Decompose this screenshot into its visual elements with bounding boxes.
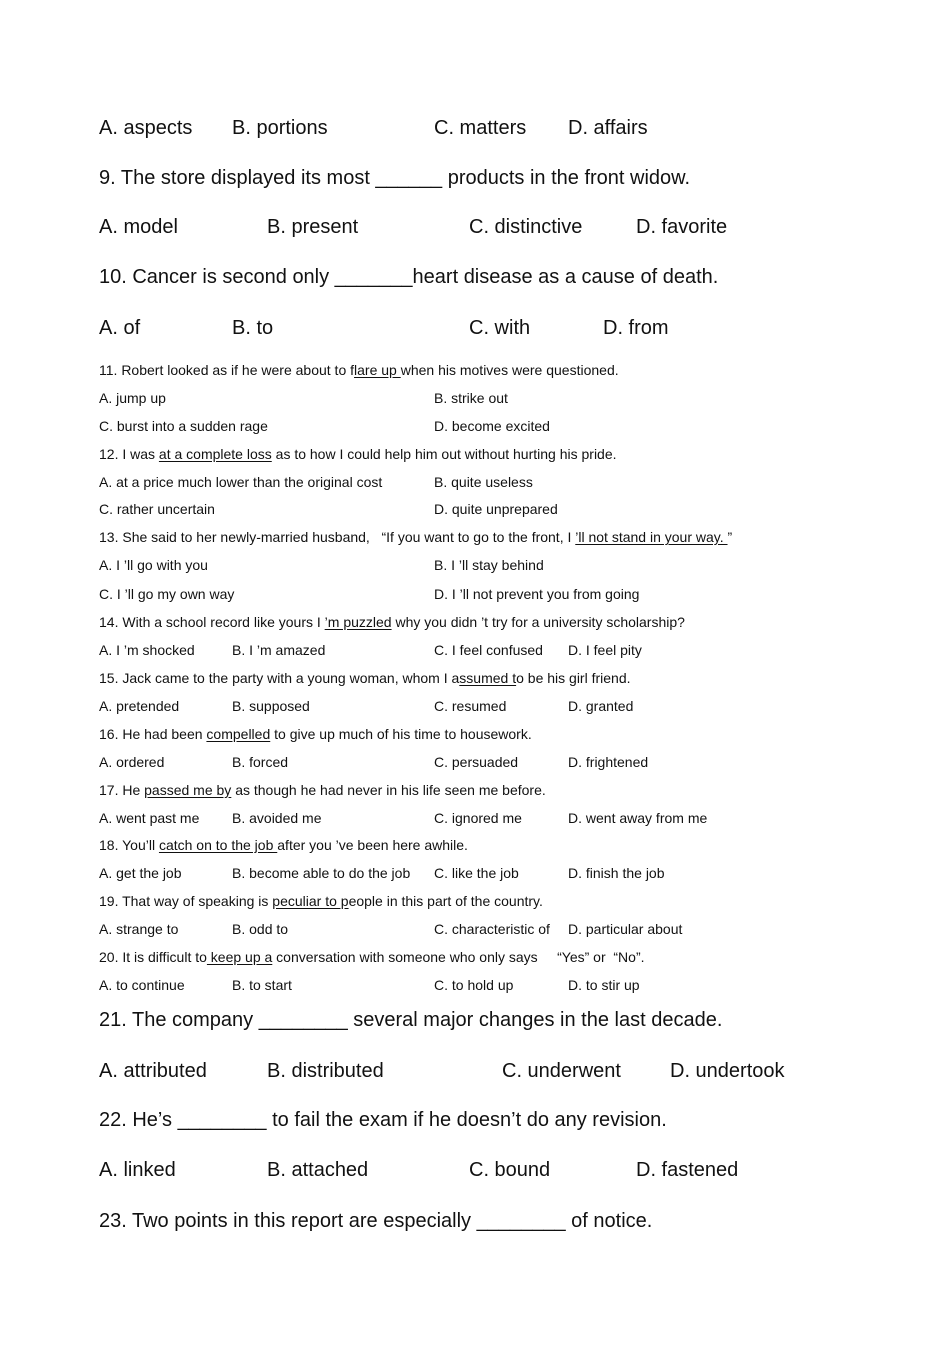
q21-option-d: D. undertook (670, 1060, 785, 1082)
q19-stem: 19. That way of speaking is peculiar to people in this part of the country. (99, 893, 543, 909)
q9-stem: 9. The store displayed its most ______ products in the front widow. (99, 167, 691, 189)
q15-option-d: D. granted (568, 698, 634, 714)
q16-option-d: D. frightened (568, 754, 649, 770)
q20-option-d: D. to stir up (568, 977, 640, 993)
q14-option-a: A. I ’m shocked (99, 642, 195, 658)
q16-option-a: A. ordered (99, 754, 165, 770)
q11-option-a: A. jump up (99, 390, 166, 406)
q10-option-a: A. of (99, 317, 141, 339)
q8-option-c: C. matters (434, 117, 527, 139)
q19-option-d: D. particular about (568, 921, 683, 937)
q19-option-a: A. strange to (99, 921, 179, 937)
q12-option-a: A. at a price much lower than the original cost (99, 474, 383, 490)
q18-option-d: D. finish the job (568, 865, 665, 881)
q22-option-b: B. attached (267, 1159, 369, 1181)
q14-stem: 14. With a school record like yours I ’m puzzled why you didn ’t try for a university scholarship? (99, 614, 685, 630)
q12-option-c: C. rather uncertain (99, 501, 215, 517)
q21-option-b: B. distributed (267, 1060, 384, 1082)
q16-stem: 16. He had been compelled to give up much of his time to housework. (99, 726, 532, 742)
q16-option-b: B. forced (232, 754, 289, 770)
q11-option-b: B. strike out (434, 390, 508, 406)
q20-option-b: B. to start (232, 977, 292, 993)
q18-option-b: B. become able to do the job (232, 865, 411, 881)
q20-option-a: A. to continue (99, 977, 185, 993)
q11-option-c: C. burst into a sudden rage (99, 418, 268, 434)
q16-option-c: C. persuaded (434, 754, 519, 770)
q9-option-d: D. favorite (636, 216, 728, 238)
q14-option-d: D. I feel pity (568, 642, 642, 658)
q17-option-b: B. avoided me (232, 810, 322, 826)
q9-option-a: A. model (99, 216, 178, 238)
q13-option-b: B. I ’ll stay behind (434, 557, 544, 573)
q18-option-a: A. get the job (99, 865, 182, 881)
q10-option-d: D. from (603, 317, 669, 339)
q21-option-a: A. attributed (99, 1060, 207, 1082)
q17-underlined-phrase: passed me by (144, 782, 232, 798)
q12-underlined-phrase: at a complete loss (158, 446, 272, 462)
q21-stem: 21. The company ________ several major changes in the last decade. (99, 1009, 723, 1031)
q18-option-c: C. like the job (434, 865, 519, 881)
q20-stem: 20. It is difficult to keep up a conversation with someone who only says “Yes” or “No”. (99, 949, 645, 965)
q22-stem: 22. He’s ________ to fail the exam if he doesn’t do any revision. (99, 1109, 667, 1131)
q15-option-b: B. supposed (232, 698, 310, 714)
q14-underlined-phrase: ’m puzzled (324, 614, 392, 630)
q19-option-b: B. odd to (232, 921, 289, 937)
q13-option-c: C. I ’ll go my own way (99, 586, 235, 602)
q12-option-d: D. quite unprepared (434, 501, 558, 517)
q14-option-b: B. I ’m amazed (232, 642, 326, 658)
q19-option-c: C. characteristic of (434, 921, 550, 937)
q18-underlined-phrase: catch on to the job (158, 837, 278, 853)
q17-option-c: C. ignored me (434, 810, 522, 826)
q12-option-b: B. quite useless (434, 474, 533, 490)
q12-stem: 12. I was at a complete loss as to how I could help him out without hurting his pride. (99, 446, 617, 462)
q9-option-b: B. present (267, 216, 359, 238)
q17-stem: 17. He passed me by as though he had never in his life seen me before. (99, 782, 546, 798)
q11-stem: 11. Robert looked as if he were about to flare up when his motives were questioned. (99, 362, 619, 378)
q10-stem: 10. Cancer is second only _______heart disease as a cause of death. (99, 266, 719, 288)
q11-option-d: D. become excited (434, 418, 550, 434)
q15-underlined-phrase: ssumed t (459, 670, 517, 686)
q23-stem: 23. Two points in this report are especially ________ of notice. (99, 1210, 653, 1232)
q13-option-a: A. I ’ll go with you (99, 557, 208, 573)
q15-stem: 15. Jack came to the party with a young woman, whom I assumed to be his girl friend. (99, 670, 631, 686)
q21-option-c: C. underwent (502, 1060, 621, 1082)
q13-underlined-phrase: ’ll not stand in your way. (575, 529, 728, 545)
q13-option-d: D. I ’ll not prevent you from going (434, 586, 640, 602)
q8-option-a: A. aspects (99, 117, 193, 139)
q18-stem: 18. You’ll catch on to the job after you ’ve been here awhile. (99, 837, 468, 853)
q22-option-d: D. fastened (636, 1159, 739, 1181)
q17-option-a: A. went past me (99, 810, 200, 826)
q15-option-c: C. resumed (434, 698, 507, 714)
q14-option-c: C. I feel confused (434, 642, 543, 658)
q8-option-b: B. portions (232, 117, 328, 139)
q19-underlined-phrase: peculiar to p (272, 893, 349, 909)
q20-option-c: C. to hold up (434, 977, 514, 993)
q8-option-d: D. affairs (568, 117, 648, 139)
q13-stem: 13. She said to her newly-married husband, “If you want to go to the front, I ’ll not stand in your way. ” (99, 529, 733, 545)
q20-underlined-phrase: keep up a (206, 949, 273, 965)
q22-option-a: A. linked (99, 1159, 176, 1181)
q15-option-a: A. pretended (99, 698, 180, 714)
q16-underlined-phrase: compelled (206, 726, 271, 742)
q10-option-b: B. to (232, 317, 274, 339)
q22-option-c: C. bound (469, 1159, 551, 1181)
q11-underlined-phrase: lare up (354, 362, 401, 378)
q9-option-c: C. distinctive (469, 216, 583, 238)
q10-option-c: C. with (469, 317, 531, 339)
q17-option-d: D. went away from me (568, 810, 708, 826)
